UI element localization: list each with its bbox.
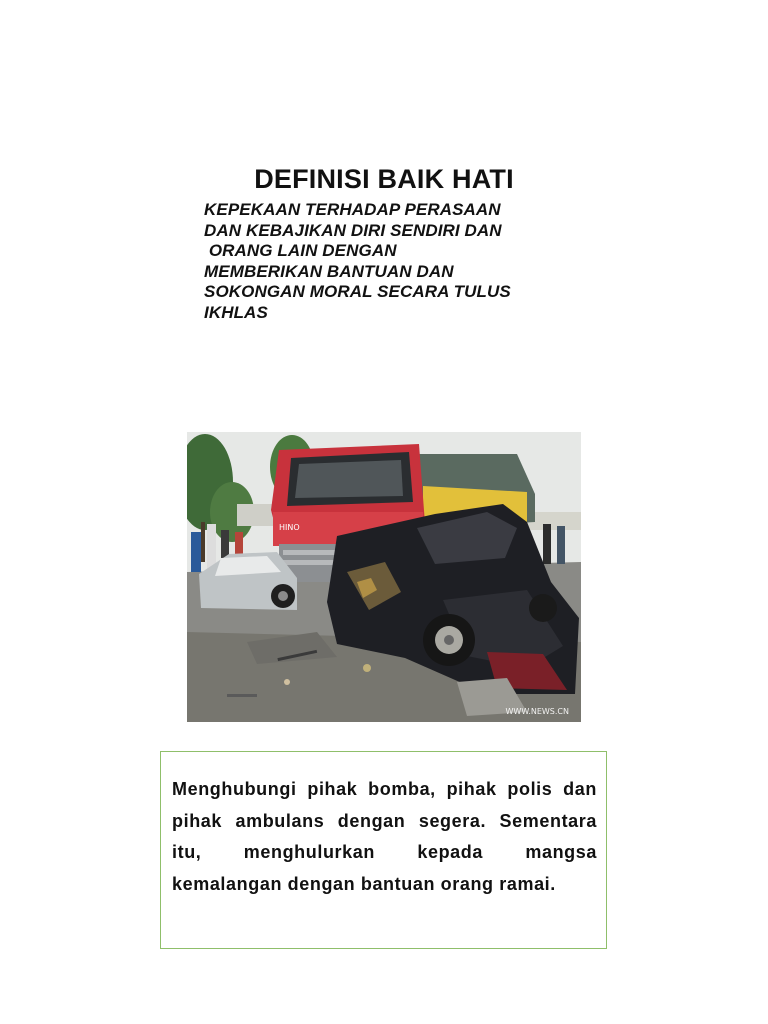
accident-photo bbox=[187, 432, 581, 722]
page-title: DEFINISI BAIK HATI bbox=[254, 164, 514, 195]
photo-watermark: WWW.NEWS.CN bbox=[505, 707, 569, 716]
definition-text: KEPEKAAN TERHADAP PERASAAN DAN KEBAJIKAN DIRI SENDIRI DAN ORANG LAIN DENGAN MEMBERIKAN BANTUAN DAN SOKONGAN MORAL SECARA TULUS IKHLAS bbox=[204, 200, 511, 322]
accident-illustration bbox=[187, 432, 581, 722]
note-text: Menghubungi pihak bomba, pihak polis dan pihak ambulans dengan segera. Sementara itu, menghulurkan kepada mangsa kemalangan dengan bantuan orang ramai. bbox=[172, 779, 597, 894]
note-box bbox=[160, 751, 607, 949]
truck-label: HINO bbox=[279, 523, 300, 532]
